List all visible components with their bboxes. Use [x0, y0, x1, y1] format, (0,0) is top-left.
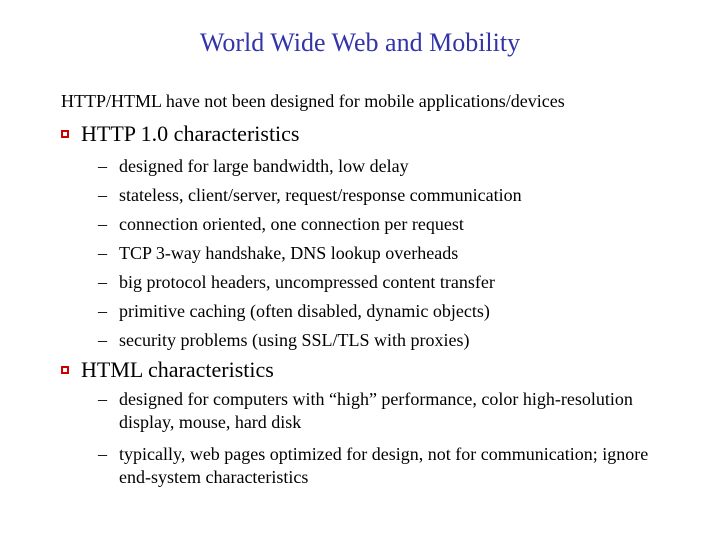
- list-item-text: big protocol headers, uncompressed content transfer: [119, 272, 495, 292]
- list-item: [98, 326, 522, 355]
- list-item: [98, 268, 522, 297]
- list-item-text: typically, web pages optimized for design, not for communication; ignore end-system characteristics: [119, 444, 649, 487]
- intro-text: HTTP/HTML have not been designed for mobile applications/devices: [61, 91, 565, 111]
- dash-bullet: –: [98, 330, 107, 350]
- list-item-text: security problems (using SSL/TLS with proxies): [119, 330, 470, 350]
- dash-bullet: –: [98, 301, 107, 321]
- list-item-text: designed for large bandwidth, low delay: [119, 156, 409, 176]
- dash-bullet: –: [98, 389, 107, 409]
- list-item: [98, 239, 522, 268]
- square-bullet-icon: [61, 130, 69, 138]
- slide-title: World Wide Web and Mobility: [199, 28, 521, 57]
- list-item: [98, 388, 659, 434]
- list-item: [98, 210, 522, 239]
- list-item-text: primitive caching (often disabled, dynamic objects): [119, 301, 490, 321]
- list-item: [98, 443, 659, 489]
- dash-bullet: –: [98, 214, 107, 234]
- dash-bullet: –: [98, 185, 107, 205]
- list-item: [98, 181, 522, 210]
- dash-bullet: –: [98, 156, 107, 176]
- section-heading-label: HTTP 1.0 characteristics: [81, 121, 300, 146]
- list-item: [98, 297, 522, 326]
- section-heading-http: [61, 121, 300, 147]
- list-item-text: TCP 3-way handshake, DNS lookup overheads: [119, 243, 459, 263]
- list-item: [98, 152, 522, 181]
- list-item-text: designed for computers with “high” performance, color high-resolution display, mouse, hard disk: [119, 389, 633, 432]
- dash-bullet: –: [98, 272, 107, 292]
- section-heading-label: HTML characteristics: [81, 357, 274, 382]
- http-characteristics-list: [98, 152, 522, 355]
- dash-bullet: –: [98, 243, 107, 263]
- square-bullet-icon: [61, 366, 69, 374]
- dash-bullet: –: [98, 444, 107, 464]
- html-characteristics-list: [98, 388, 659, 498]
- list-item-text: connection oriented, one connection per request: [119, 214, 464, 234]
- list-item-text: stateless, client/server, request/response communication: [119, 185, 522, 205]
- section-heading-html: [61, 357, 274, 383]
